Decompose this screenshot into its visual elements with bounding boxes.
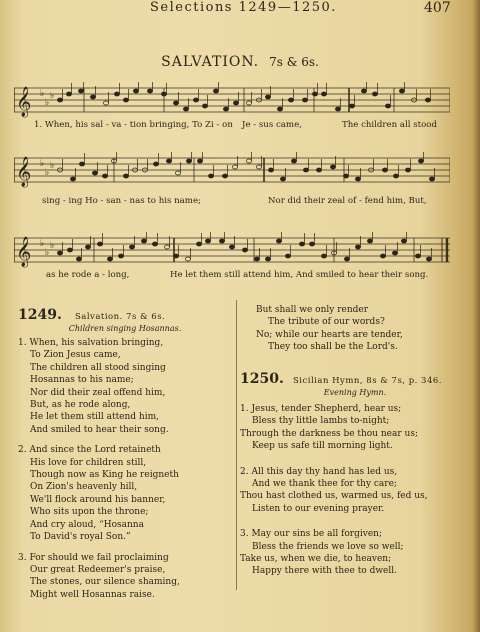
note-head	[276, 239, 281, 243]
note-head	[97, 242, 102, 246]
note-head	[233, 101, 238, 105]
music-staff-1	[14, 82, 450, 118]
stanza-3	[18, 552, 232, 602]
verse-line: 1. Jesus, tender Shepherd, hear us;	[240, 404, 402, 414]
tune-name: SALVATION.	[161, 54, 260, 70]
verse-line: Might well Hosannas raise.	[30, 589, 155, 600]
lyric-line-1b: Je - sus came,	[242, 120, 302, 130]
note-head	[299, 242, 304, 246]
verse-line: 2. And since the Lord retaineth	[18, 445, 161, 456]
verse-line: Take us, when we die, to heaven;	[240, 554, 392, 565]
verse-line: Hosannas to his name;	[30, 375, 134, 386]
page-header-title: Selections 1249—1250.	[150, 0, 337, 15]
verse-line: Though now as King he reigneth	[30, 470, 179, 481]
note-head	[321, 254, 326, 258]
note-head	[223, 107, 228, 111]
note-head	[367, 239, 372, 243]
note-head	[335, 107, 340, 111]
note-head	[393, 174, 398, 178]
verse-line: And cry aloud, “Hosanna	[30, 519, 144, 530]
verse-line: But shall we only render	[256, 305, 369, 315]
verse-line: But, as he rode along,	[30, 400, 131, 411]
note-head	[76, 257, 81, 261]
lyric-line-1a: 1. When, his sal - va - tion bringing, To Zi - on	[34, 120, 233, 130]
hymn-number: 1249.	[18, 307, 62, 323]
lyric-line-1c: The children all stood	[342, 120, 437, 130]
note-head	[425, 98, 430, 102]
hymn-subtitle: Children singing Hosannas.	[68, 324, 182, 333]
note-head	[242, 248, 247, 252]
flat-sign-icon: ♭	[50, 91, 55, 101]
note-head	[265, 95, 270, 99]
hymn-1249	[18, 304, 232, 601]
note-head	[372, 92, 377, 96]
verse-line: The tribute of our words?	[268, 317, 385, 328]
note-head	[183, 107, 188, 111]
verse-line: They too shall be the Lord's.	[268, 342, 398, 353]
treble-clef-icon: 𝄞	[16, 87, 32, 117]
lyric-line-2a: sing - ing Ho - san - nas to his name;	[42, 196, 201, 206]
note-head	[102, 174, 107, 178]
hymn-tune-ref: Sicilian Hymn, 8s & 7s, p. 346.	[292, 376, 442, 386]
flat-sign-icon: ♭	[50, 161, 55, 171]
music-staff-3	[14, 232, 450, 268]
note-head	[118, 254, 123, 258]
note-head	[321, 92, 326, 96]
note-head	[361, 89, 366, 93]
note-head	[92, 171, 97, 175]
verse-line: The stones, our silence shaming,	[30, 577, 180, 588]
verse-line: Nor did their zeal offend him,	[30, 387, 166, 398]
note-head	[205, 239, 210, 243]
flat-sign-icon: ♭	[40, 89, 45, 99]
stanza-1	[18, 337, 232, 436]
note-head	[129, 245, 134, 249]
note-head	[70, 177, 75, 181]
note-head	[107, 257, 112, 261]
note-head	[277, 107, 282, 111]
note-head	[285, 254, 290, 258]
note-head	[85, 245, 90, 249]
page-number: 407	[424, 0, 451, 16]
flat-sign-icon: ♭	[50, 241, 55, 251]
hymn-1249-continuation	[244, 304, 464, 354]
verse-line: On Zion's heavenly hill,	[30, 482, 138, 493]
note-head	[202, 104, 207, 108]
note-head	[399, 89, 404, 93]
running-header	[0, 0, 480, 20]
note-head	[66, 92, 71, 96]
tune-title	[0, 54, 480, 70]
verse-line: The children all stood singing	[30, 362, 166, 373]
note-head	[288, 98, 293, 102]
verse-line: Through the darkness be thou near us;	[240, 428, 418, 439]
note-head	[268, 168, 273, 172]
note-head	[229, 245, 234, 249]
note-head	[392, 251, 397, 255]
note-head	[173, 101, 178, 105]
verse-line: Bless thy little lambs to-night;	[252, 416, 390, 427]
note-head	[316, 168, 321, 172]
note-head	[193, 98, 198, 102]
verse-line: 1. When, his salvation bringing,	[18, 338, 164, 348]
note-head	[254, 257, 259, 261]
note-head	[222, 174, 227, 178]
verse-line: Thou hast clothed us, warmed us, fed us,	[240, 491, 428, 502]
lyric-line-2b: Nor did their zeal of - fend him, But,	[268, 196, 427, 206]
note-head	[349, 104, 354, 108]
lyric-line-3b: He let them still attend him, And smiled to hear their song.	[170, 270, 429, 280]
verse-line: No; while our hearts are tender,	[256, 329, 403, 340]
note-head	[133, 89, 138, 93]
verse-line: 2. All this day thy hand has led us,	[240, 466, 398, 477]
note-head	[355, 245, 360, 249]
note-head	[330, 165, 335, 169]
flat-sign-icon: ♭	[45, 98, 50, 108]
note-head	[405, 168, 410, 172]
hymn-tune-ref: Salvation. 7s & 6s.	[74, 312, 166, 322]
note-head	[418, 159, 423, 163]
note-head	[309, 242, 314, 246]
note-head	[344, 257, 349, 261]
note-head	[415, 254, 420, 258]
note-head	[186, 159, 191, 163]
note-head	[141, 239, 146, 243]
note-head	[173, 254, 178, 258]
verse-line: Listen to our evening prayer.	[252, 503, 385, 514]
verse-line: To David's royal Son.”	[30, 532, 131, 543]
note-head	[208, 174, 213, 178]
note-head	[426, 257, 431, 261]
treble-clef-icon: 𝄞	[16, 237, 32, 267]
flat-sign-icon: ♭	[45, 248, 50, 258]
note-head	[196, 242, 201, 246]
note-head	[123, 98, 128, 102]
verse-line: Happy there with thee to dwell.	[252, 566, 397, 577]
note-head	[213, 89, 218, 93]
flat-sign-icon: ♭	[45, 168, 50, 178]
note-head	[175, 171, 180, 175]
note-head	[380, 254, 385, 258]
note-head	[123, 174, 128, 178]
hymn-number: 1250.	[240, 371, 284, 387]
note-head	[385, 104, 390, 108]
note-head	[161, 92, 166, 96]
lyric-line-3a: as he rode a - long,	[46, 270, 130, 280]
verse-line: His love for children still,	[30, 457, 147, 468]
verse-line: Who sits upon the throne;	[30, 507, 149, 518]
note-head	[246, 101, 251, 105]
stanza-2	[18, 444, 232, 543]
tune-meter: 7s & 6s.	[269, 55, 319, 69]
note-head	[280, 177, 285, 181]
verse-line: 3. For should we fail proclaiming	[18, 552, 169, 563]
hymn-subtitle: Evening Hymn.	[323, 388, 387, 397]
column-divider	[236, 300, 237, 590]
note-head	[312, 92, 317, 96]
verse-line: We'll flock around his banner,	[30, 494, 166, 505]
note-head	[114, 92, 119, 96]
verse-line: And we thank thee for thy care;	[252, 479, 397, 490]
hymn-1250	[240, 368, 470, 578]
note-head	[343, 174, 348, 178]
note-head	[382, 168, 387, 172]
note-head	[152, 242, 157, 246]
note-head	[164, 245, 169, 249]
treble-clef-icon: 𝄞	[16, 157, 32, 187]
verse-line: 3. May our sins be all forgiven;	[240, 529, 382, 540]
note-head	[90, 95, 95, 99]
note-head	[265, 257, 270, 261]
note-head	[429, 177, 434, 181]
note-head	[103, 101, 108, 105]
verse-line: Keep us safe till morning light.	[252, 441, 393, 452]
flat-sign-icon: ♭	[40, 239, 45, 249]
verse-line: He let them still attend him,	[30, 412, 159, 423]
note-head	[355, 177, 360, 181]
note-head	[57, 251, 62, 255]
note-head	[303, 168, 308, 172]
note-head	[153, 162, 158, 166]
verse-line: Bless the friends we love so well;	[252, 541, 404, 552]
note-head	[401, 239, 406, 243]
note-head	[147, 89, 152, 93]
verse-line: To Zion Jesus came,	[30, 350, 121, 361]
note-head	[67, 248, 72, 252]
verse-line: And smiled to hear their song.	[30, 424, 169, 435]
stanza-2	[240, 466, 470, 516]
note-head	[302, 98, 307, 102]
stanza-1	[240, 403, 470, 453]
verse-line: Our great Redeemer's praise,	[30, 564, 166, 575]
music-staff-2	[14, 152, 450, 188]
note-head	[78, 89, 83, 93]
note-head	[79, 162, 84, 166]
stanza-3	[240, 528, 470, 578]
note-head	[291, 159, 296, 163]
note-head	[232, 165, 237, 169]
flat-sign-icon: ♭	[40, 159, 45, 169]
note-head	[57, 98, 62, 102]
note-head	[166, 159, 171, 163]
note-head	[256, 165, 261, 169]
note-head	[197, 159, 202, 163]
note-head	[246, 159, 251, 163]
note-head	[219, 239, 224, 243]
note-head	[185, 257, 190, 261]
